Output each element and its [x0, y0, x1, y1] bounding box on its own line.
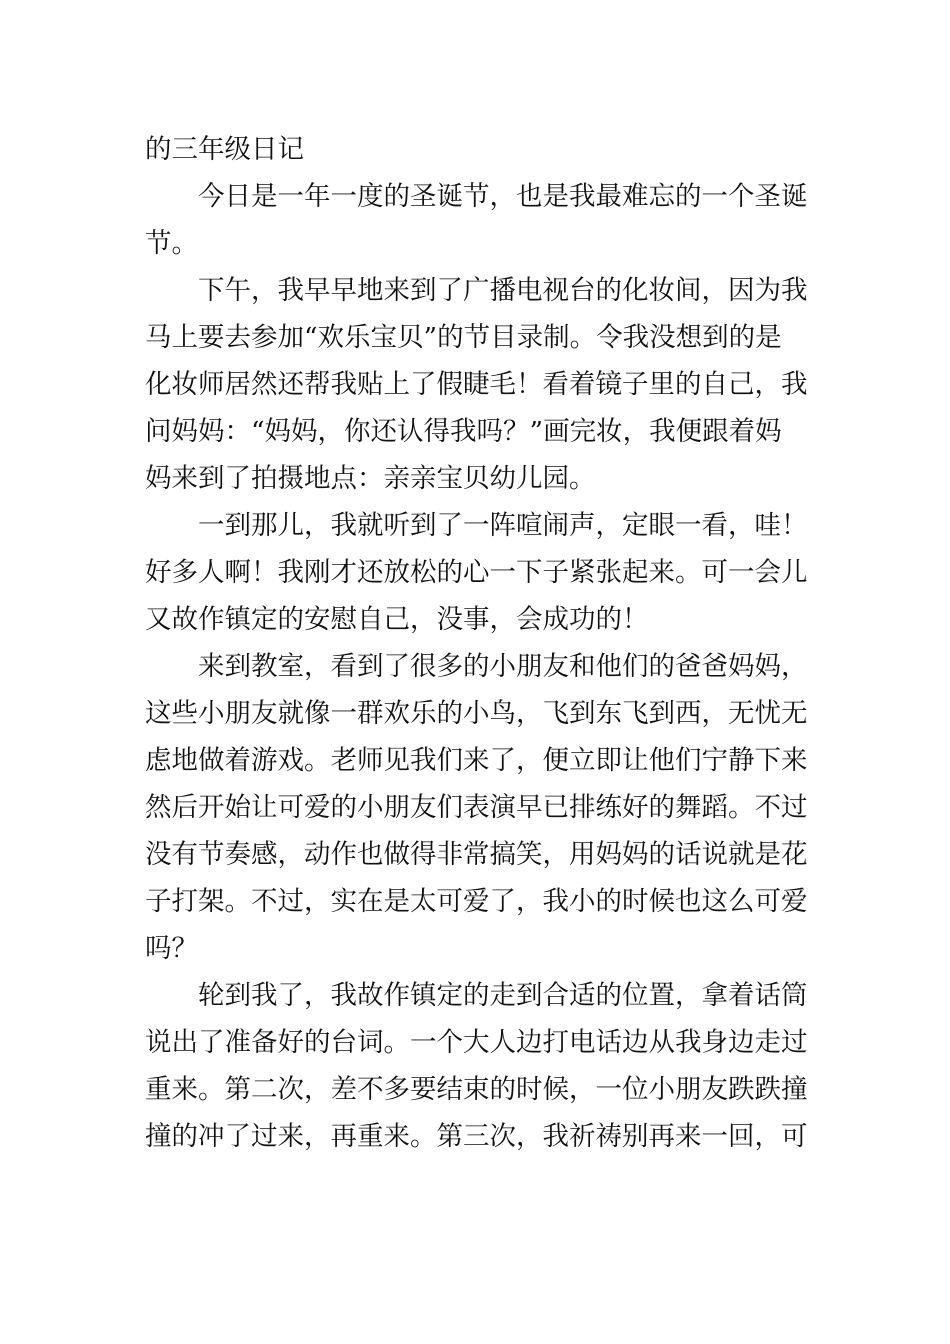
- text-line: 子打架。不过，实在是太可爱了，我小的时候也这么可爱: [145, 886, 808, 917]
- text-line: 马上要去参加“欢乐宝贝”的节目录制。令我没想到的是: [145, 322, 782, 353]
- text-line: 吗？: [145, 933, 198, 964]
- text-line: 重来。第二次，差不多要结束的时候，一位小朋友跌跌撞: [145, 1074, 808, 1105]
- text-line: 节。: [145, 228, 198, 259]
- text-line: 问妈妈：“妈妈，你还认得我吗？”画完妆，我便跟着妈: [145, 416, 782, 447]
- text-line: 下午，我早早地来到了广播电视台的化妆间，因为我: [198, 275, 808, 306]
- text-line: 一到那儿，我就听到了一阵喧闹声，定眼一看，哇！: [198, 510, 808, 541]
- text-line: 化妆师居然还帮我贴上了假睫毛！看着镜子里的自己，我: [145, 369, 808, 400]
- document-body: [145, 126, 807, 1160]
- text-line: 又故作镇定的安慰自己，没事，会成功的！: [145, 604, 649, 635]
- text-line: 这些小朋友就像一群欢乐的小鸟，飞到东飞到西，无忧无: [145, 698, 808, 729]
- text-line: 没有节奏感，动作也做得非常搞笑，用妈妈的话说就是花: [145, 839, 808, 870]
- text-line: 今日是一年一度的圣诞节，也是我最难忘的一个圣诞: [198, 181, 808, 212]
- text-line: 的三年级日记: [145, 134, 304, 165]
- text-line: 然后开始让可爱的小朋友们表演早已排练好的舞蹈。不过: [145, 792, 808, 823]
- text-line: 虑地做着游戏。老师见我们来了，便立即让他们宁静下来: [145, 745, 808, 776]
- text-line: 妈来到了拍摄地点：亲亲宝贝幼儿园。: [145, 463, 596, 494]
- text-line: 来到教室，看到了很多的小朋友和他们的爸爸妈妈，: [198, 651, 808, 682]
- text-line: 说出了准备好的台词。一个大人边打电话边从我身边走过: [145, 1027, 808, 1058]
- text-line: 轮到我了，我故作镇定的走到合适的位置，拿着话筒: [198, 980, 808, 1011]
- text-line: 撞的冲了过来，再重来。第三次，我祈祷别再来一回，可: [145, 1121, 808, 1152]
- text-line: 好多人啊！我刚才还放松的心一下子紧张起来。可一会儿: [145, 557, 808, 588]
